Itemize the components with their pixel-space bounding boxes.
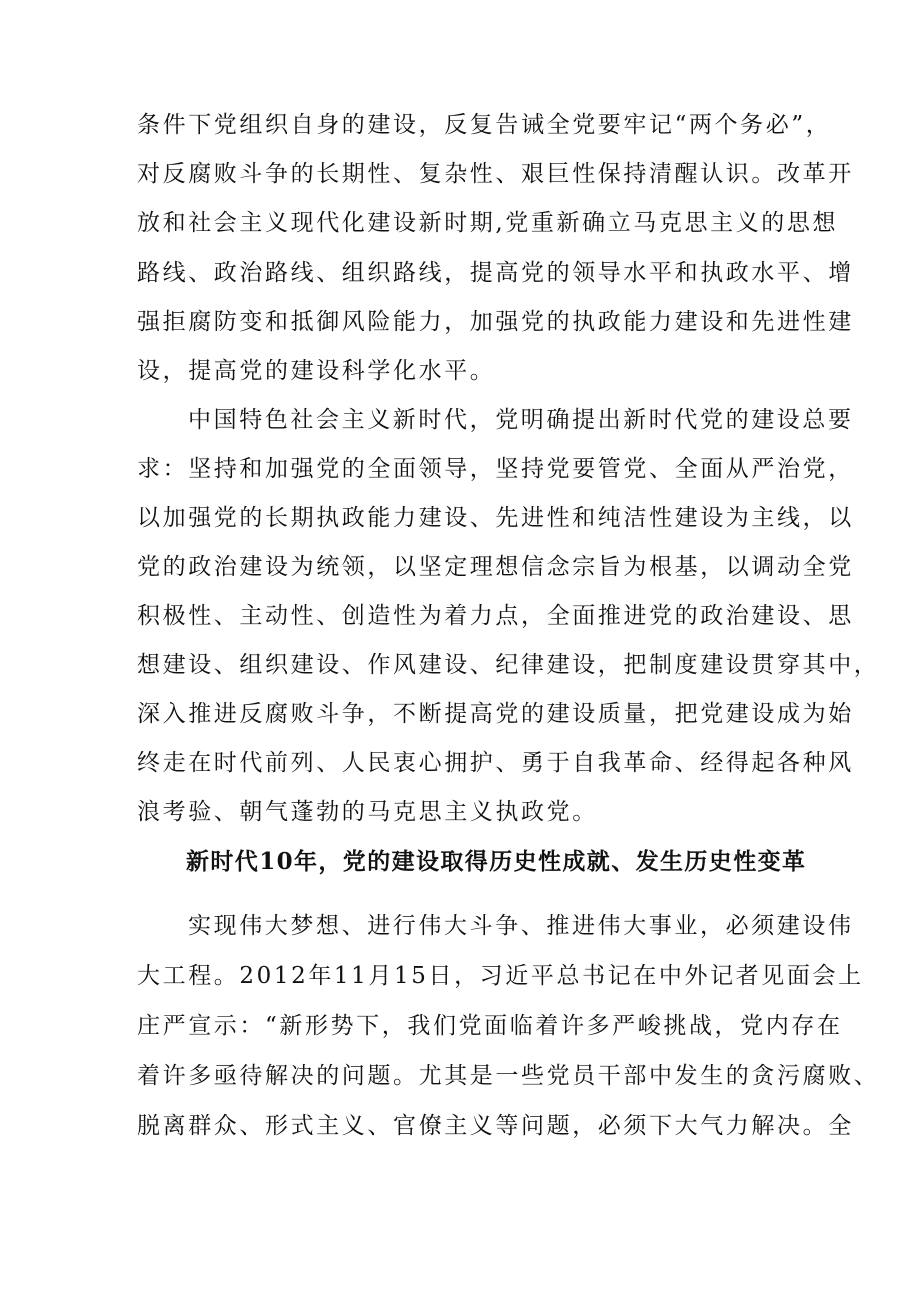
paragraph-3-line-4: 着许多亟待解决的问题。尤其是一些党员干部中发生的贪污腐败、	[137, 1063, 880, 1089]
section-heading: 新时代10年，党的建设取得历史性成就、发生历史性变革	[186, 848, 807, 875]
paragraph-1-line-4: 路线、政治路线、组织路线，提高党的领导水平和执政水平、增	[137, 260, 854, 286]
paragraph-2-line-5: 积极性、主动性、创造性为着力点，全面推进党的政治建设、思	[137, 603, 854, 629]
paragraph-2-line-8: 终走在时代前列、人民衷心拥护、勇于自我革命、经得起各种风	[137, 750, 854, 776]
paragraph-3-line-5: 脱离群众、形式主义、官僚主义等问题，必须下大气力解决。全	[137, 1113, 854, 1139]
paragraph-2-line-9: 浪考验、朝气蓬勃的马克思主义执政党。	[137, 799, 598, 825]
paragraph-1-line-3: 放和社会主义现代化建设新时期,党重新确立马克思主义的思想	[137, 210, 839, 236]
paragraph-3-line-3: 庄严宣示：“新形势下，我们党面临着许多严峻挑战，党内存在	[137, 1013, 843, 1039]
paragraph-3-line-2: 大工程。2012年11月15日，习近平总书记在中外记者见面会上	[137, 963, 864, 989]
paragraph-2-line-1: 中国特色社会主义新时代，党明确提出新时代党的建设总要	[188, 407, 854, 433]
paragraph-2-line-7: 深入推进反腐败斗争，不断提高党的建设质量，把党建设成为始	[137, 701, 854, 727]
paragraph-2-line-6: 想建设、组织建设、作风建设、纪律建设，把制度建设贯穿其中，	[137, 652, 880, 678]
paragraph-2-line-2: 求：坚持和加强党的全面领导，坚持党要管党、全面从严治党，	[137, 456, 854, 482]
paragraph-2-line-3: 以加强党的长期执政能力建设、先进性和纯洁性建设为主线，以	[137, 505, 854, 531]
paragraph-1-line-1: 条件下党组织自身的建设，反复告诫全党要牢记“两个务必”，	[137, 112, 832, 138]
paragraph-2-line-4: 党的政治建设为统领，以坚定理想信念宗旨为根基，以调动全党	[137, 554, 854, 580]
paragraph-1-line-2: 对反腐败斗争的长期性、复杂性、艰巨性保持清醒认识。改革开	[137, 161, 854, 187]
paragraph-3-line-1: 实现伟大梦想、进行伟大斗争、推进伟大事业，必须建设伟	[188, 913, 854, 939]
paragraph-1-line-6: 设，提高党的建设科学化水平。	[137, 358, 496, 384]
paragraph-1-line-5: 强拒腐防变和抵御风险能力，加强党的执政能力建设和先进性建	[137, 309, 854, 335]
